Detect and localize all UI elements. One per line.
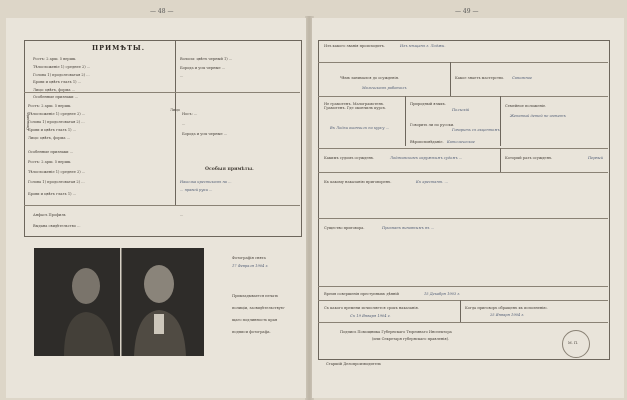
photo-note: Прикладывается печать xyxy=(232,294,279,298)
table-row: Носъ: ... xyxy=(182,112,198,116)
table-divider xyxy=(500,96,501,146)
field-label: Семейное положеніе. xyxy=(505,104,547,108)
field-label: Какимъ судомъ осужденъ. xyxy=(324,156,375,160)
table-row: Тѣлосложеніе 1) среднее 2) ... xyxy=(33,65,91,69)
signalment-heading: ПРИМѢТЫ. xyxy=(92,44,145,52)
right-page-number: — 49 — xyxy=(455,8,479,15)
table-divider xyxy=(460,300,461,322)
stamp-label: М. П. xyxy=(568,341,579,345)
field-value: Въ Лодзи окончилъ по курсу ... xyxy=(330,126,390,130)
table-row: Голова 1) продолговатая 2) ... xyxy=(28,180,85,184)
table-divider xyxy=(500,148,501,172)
table-row: Лицо: цвѣтъ, форма ... xyxy=(33,88,76,92)
bottom-right-label: ... xyxy=(180,213,184,217)
field-label: Чѣмъ занимался до осужденія. xyxy=(340,76,400,80)
table-row: Ростъ: 2 арш. 5 вершк. xyxy=(28,160,72,164)
side-label: Лицо xyxy=(170,108,180,112)
bottom-left-label: Выдана свидѣтельство ... xyxy=(33,224,81,228)
divider xyxy=(318,172,608,173)
table-row: Особенные признаки ... xyxy=(33,95,79,99)
field-label: Къ какому наказанію приговоренъ. xyxy=(324,180,392,184)
table-row: Борода и усы черные ... xyxy=(182,132,228,136)
field-label: Вѣроисповѣданіе. xyxy=(410,140,444,144)
photo-note: полиціи, засвидѣтельствую- xyxy=(232,306,286,310)
field-label: Существо приговора. xyxy=(324,226,365,230)
field-label: Время совершенія преступныхъ дѣяній xyxy=(324,292,399,296)
divider xyxy=(318,62,608,63)
special-marks-text: ... правой руки ... xyxy=(180,188,213,192)
left-page-number: — 48 — xyxy=(150,8,174,15)
photo-note: щаго подлинность края xyxy=(232,318,278,322)
bottom-left-label: Анфасъ Профиль xyxy=(33,213,66,217)
table-row: Голова 1) продолговатая 2) ... xyxy=(33,73,90,77)
table-row: Волосы: цвѣтъ черный 1) ... xyxy=(180,57,233,61)
table-row: Ростъ: 2 арш. 5 вершк. xyxy=(33,57,77,61)
side-label: Описаніе xyxy=(26,112,30,130)
divider xyxy=(24,92,300,93)
field-value: Первый xyxy=(588,156,603,160)
field-value: Съ 19 Января 1904 г. xyxy=(350,314,391,318)
table-row: Брови и цвѣтъ глазъ 1) ... xyxy=(33,80,82,84)
table-divider xyxy=(405,96,406,146)
field-value: Говорить съ акцентомъ xyxy=(452,128,500,132)
field-value: Католическое xyxy=(447,140,475,144)
field-value: 15 Декабря 1903 г. xyxy=(424,292,461,296)
divider xyxy=(318,96,608,97)
table-row: ... xyxy=(180,74,184,78)
divider xyxy=(318,286,608,287)
table-row: Брови и цвѣтъ глазъ 1) ... xyxy=(28,128,77,132)
divider xyxy=(318,148,608,149)
photo-date: 17 Февраля 1904 г. xyxy=(232,264,269,268)
signature-label: Старшій Делопроизводитель xyxy=(326,362,382,366)
divider xyxy=(318,300,608,301)
signature-label: (или Секретаря губернскаго правленія). xyxy=(372,337,450,341)
table-row: Тѣлосложеніе 1) среднее 2) ... xyxy=(28,170,86,174)
table-row: Брови и цвѣтъ глазъ 1) ... xyxy=(28,192,77,196)
divider xyxy=(318,322,608,323)
field-label: Съ какого времени исчисляется срокъ наказанія. xyxy=(324,306,419,310)
photo-caption: Фотографія снята xyxy=(232,256,266,260)
table-divider xyxy=(450,62,451,96)
field-label: Не грамотенъ. Малограмотенъ. Грамотенъ. Где окончилъ курсъ. xyxy=(324,102,387,111)
mugshot-photo xyxy=(34,248,204,356)
field-value: Польскій xyxy=(452,108,470,112)
field-value: Признанъ виновнымъ въ ... xyxy=(382,226,435,230)
field-value: Мальчикомъ работалъ xyxy=(362,86,407,90)
divider xyxy=(318,218,608,219)
field-label: Изъ какого званія происходитъ. xyxy=(324,44,386,48)
field-value: Лоджинскимъ окружнымъ судомъ ... xyxy=(390,156,463,160)
table-row: Ростъ: 2 арш. 5 вершк. xyxy=(28,104,72,108)
table-row: Борода и усы черные ... xyxy=(180,66,226,70)
table-row: Голова 1) продолговатая 2) ... xyxy=(28,120,85,124)
table-row: Лицо: цвѣтъ, форма ... xyxy=(28,136,71,140)
field-label: Природный языкъ. xyxy=(410,102,447,106)
signature-label: Подпись Помощника Губернскаго Тюремнаго Инспектора xyxy=(340,330,452,334)
divider xyxy=(24,205,300,206)
special-marks-text: Наколка крестикомъ на ... xyxy=(180,180,232,184)
field-value: Сапожное xyxy=(512,76,533,80)
field-label: Какое знаетъ мастерство. xyxy=(455,76,505,80)
mugshot-image xyxy=(34,248,204,356)
field-label: Который разъ осужденъ. xyxy=(505,156,553,160)
field-value: 25 Января 1904 г. xyxy=(490,313,525,317)
field-value: Изъ мѣщанъ г. Лоджи. xyxy=(400,44,446,48)
table-row: Особенные признаки ... xyxy=(28,150,74,154)
table-divider xyxy=(175,40,176,205)
field-label: Когда приговоръ обращенъ къ исполненію. xyxy=(465,306,548,310)
field-value: Къ арестант. ... xyxy=(416,180,448,184)
table-row: ... xyxy=(182,122,186,126)
special-marks-heading: Особыя примѣты. xyxy=(205,167,254,172)
field-value: Женатый детей не имѣетъ xyxy=(510,114,566,118)
table-row: Тѣлосложеніе 1) среднее 2) ... xyxy=(28,112,86,116)
photo-note: подписи фотографа. xyxy=(232,330,271,334)
field-label: Говорить ли по русски. xyxy=(410,123,455,127)
